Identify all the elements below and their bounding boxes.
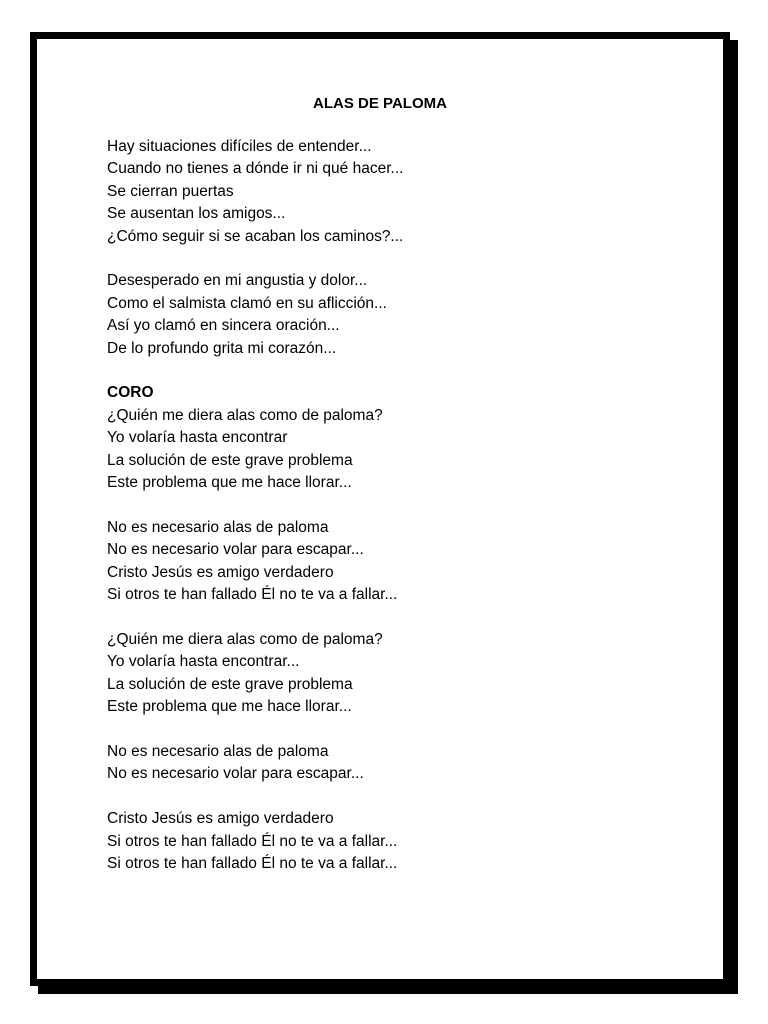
lyric-line: ¿Cómo seguir si se acaban los caminos?... — [107, 227, 404, 245]
lyric-line: Se ausentan los amigos... — [107, 205, 286, 223]
lyric-line: ¿Quién me diera alas como de paloma? — [107, 406, 383, 424]
lyric-line: Como el salmista clamó en su aflicción... — [107, 294, 387, 312]
lyric-line: Este problema que me hace llorar... — [107, 474, 352, 492]
lyric-line: ¿Quién me diera alas como de paloma? — [107, 630, 383, 648]
stanza — [107, 808, 667, 875]
lyric-line: Si otros te han fallado Él no te va a fallar... — [107, 832, 398, 850]
stanza — [107, 136, 667, 248]
lyric-line: Hay situaciones difíciles de entender... — [107, 138, 372, 155]
lyric-line: Así yo clamó en sincera oración... — [107, 317, 340, 335]
lyric-line: Este problema que me hace llorar... — [107, 698, 352, 716]
lyric-line: Si otros te han fallado Él no te va a fallar... — [107, 586, 398, 604]
lyric-line: La solución de este grave problema — [107, 675, 353, 693]
lyric-line: No es necesario alas de paloma — [107, 518, 329, 536]
chorus-stanza — [107, 382, 667, 494]
lyric-line: No es necesario volar para escapar... — [107, 541, 364, 559]
lyric-line: Desesperado en mi angustia y dolor... — [107, 272, 368, 290]
lyric-line: La solución de este grave problema — [107, 451, 353, 469]
lyric-line: No es necesario volar para escapar... — [107, 765, 364, 783]
stanza — [107, 629, 667, 719]
lyric-line: Yo volaría hasta encontrar... — [107, 653, 300, 671]
lyric-line: Cristo Jesús es amigo verdadero — [107, 810, 334, 828]
lyric-line: Cristo Jesús es amigo verdadero — [107, 563, 334, 581]
chorus-label: CORO — [107, 384, 154, 402]
lyric-line: Cuando no tienes a dónde ir ni qué hacer... — [107, 160, 404, 178]
document-page — [30, 32, 730, 986]
lyric-line: Si otros te han fallado Él no te va a fallar... — [107, 854, 398, 872]
song-title: ALAS DE PALOMA — [313, 95, 447, 112]
lyric-line: Se cierran puertas — [107, 182, 234, 200]
lyric-line: Yo volaría hasta encontrar — [107, 429, 288, 447]
lyrics-body — [107, 136, 667, 898]
lyric-line: De lo profundo grita mi corazón... — [107, 339, 337, 357]
stanza — [107, 517, 667, 607]
stanza — [107, 270, 667, 360]
lyric-line: No es necesario alas de paloma — [107, 742, 329, 760]
stanza — [107, 741, 667, 786]
